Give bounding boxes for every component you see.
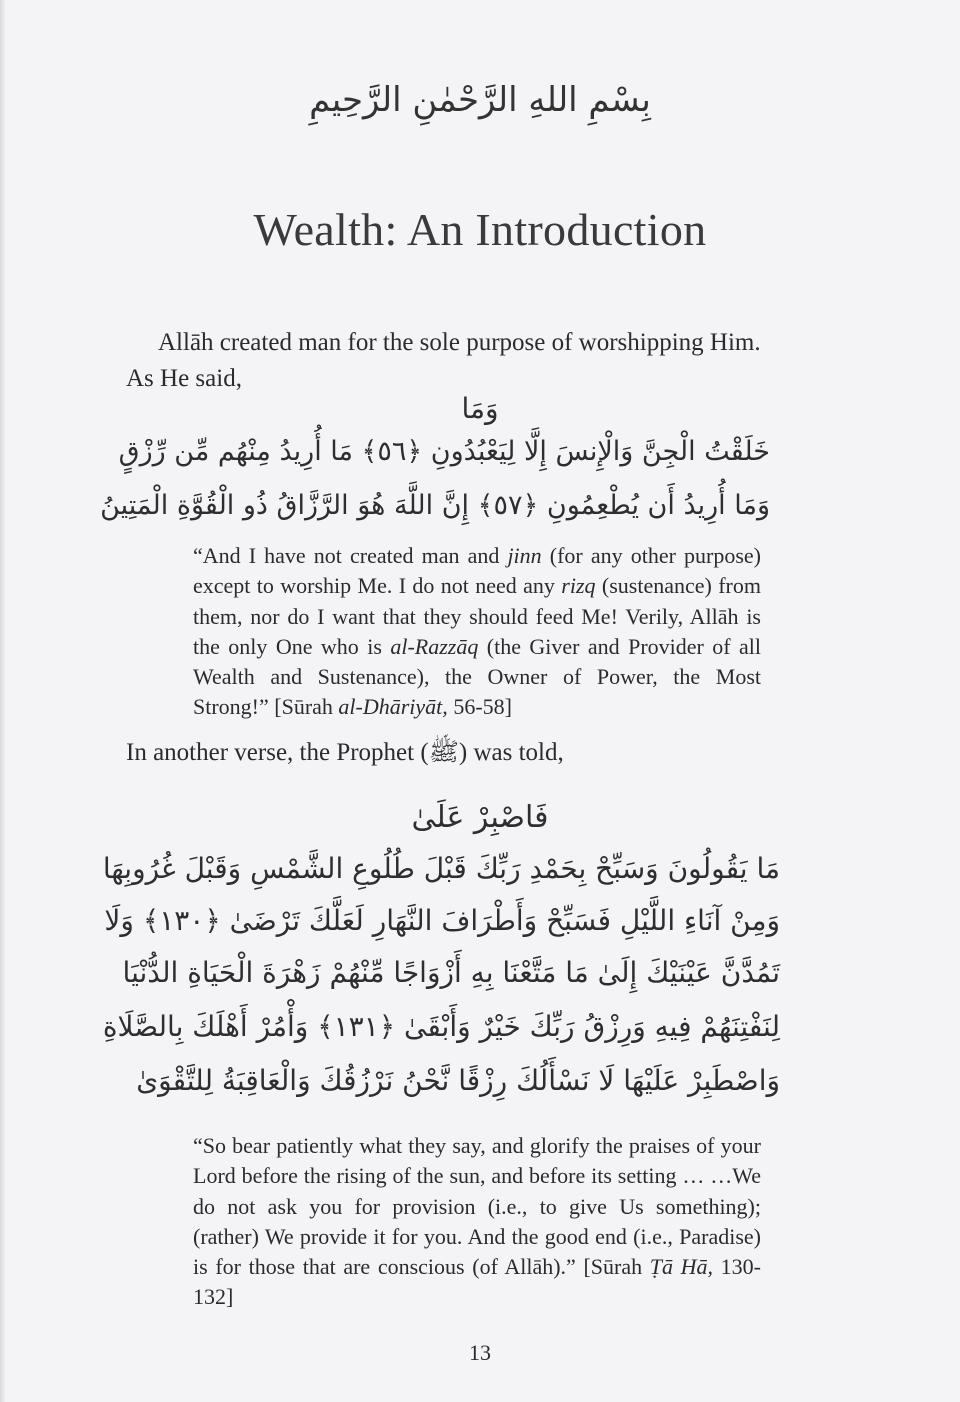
quote-2-text: “So bear patiently what they say, and glorify the praises of your Lord before the rising of the sun, and before its setting … …We do not ask you for provision (i.e., to give Us something); (rather) We provide it for you. And the good end (i.e., Paradise) is for those that are conscious (of Allāh).” [Sūrah xyxy=(193,1133,761,1280)
quote-1-italic-surah: al-Dhāriyāt, xyxy=(338,694,448,720)
quote-1-translation xyxy=(193,541,761,723)
quote-1-text: “And I have not created man and xyxy=(193,543,508,568)
page-number: 13 xyxy=(469,1340,491,1365)
quote-1-italic-rizq: rizq xyxy=(561,573,596,599)
intro-line-2: As He said, xyxy=(126,365,242,392)
verse2-line-1: مَا يَقُولُونَ وَسَبِّحْ بِحَمْدِ رَبِّكَ قَبْلَ طُلُوعِ الشَّمْسِ وَقَبْلَ غُرُوبِهَا xyxy=(102,852,780,885)
verse2-line-2: وَمِنْ آنَاءِ اللَّيْلِ فَسَبِّحْ وَأَطْرَافَ النَّهَارِ لَعَلَّكَ تَرْضَىٰ ﴿١٣٠﴾ وَلَا xyxy=(104,904,780,937)
quote-1-italic-razzaq: al-Razzāq xyxy=(390,633,479,659)
quote-2-text: 130-132] xyxy=(193,1254,762,1310)
verse1-line-1: خَلَقْتُ الْجِنَّ وَالْإِنسَ إِلَّا لِيَعْبُدُونِ ﴿٥٦﴾ مَا أُرِيدُ مِنْهُم مِّن رِّزْقٍ xyxy=(118,436,770,467)
chapter-title: Wealth: An Introduction xyxy=(253,204,707,255)
quote-1-text: (for any other purpose) except to worship Me. I do not need any xyxy=(193,543,761,599)
verse1-line-2: وَمَا أُرِيدُ أَن يُطْعِمُونِ ﴿٥٧﴾ إِنَّ اللَّهَ هُوَ الرَّزَّاقُ ذُو الْقُوَّةِ الْمَتِينُ xyxy=(100,490,770,521)
quote-2-translation xyxy=(193,1131,761,1313)
second-intro: In another verse, the Prophet (ﷺ) was told, xyxy=(126,739,564,766)
verse1-lead: وَمَا xyxy=(461,392,499,425)
quote-2-italic-surah: Ṭā Hā, xyxy=(649,1254,714,1280)
verse2-lead: فَاصْبِرْ عَلَىٰ xyxy=(411,800,549,835)
quote-1-text: (sustenance) from them, nor do I want that they should feed Me! Verily, Allāh is the only One who is xyxy=(193,573,761,659)
quote-1-text: 56-58] xyxy=(447,694,512,720)
intro-line-1: Allāh created man for the sole purpose of worshipping Him. xyxy=(158,329,761,356)
quote-1-italic-jinn: jinn xyxy=(507,543,542,568)
verse2-line-3: تَمُدَّنَّ عَيْنَيْكَ إِلَىٰ مَا مَتَّعْنَا بِهِ أَزْوَاجًا مِّنْهُمْ زَهْرَةَ الْحَيَاةِ الدُّنْيَا xyxy=(122,956,780,989)
verse2-line-4: لِنَفْتِنَهُمْ فِيهِ وَرِزْقُ رَبِّكَ خَيْرٌ وَأَبْقَىٰ ﴿١٣١﴾ وَأْمُرْ أَهْلَكَ بِالصَّلَاةِ xyxy=(102,1010,780,1043)
verse2-line-5: وَاصْطَبِرْ عَلَيْهَا لَا نَسْأَلُكَ رِزْقًا نَّحْنُ نَرْزُقُكَ وَالْعَاقِبَةُ لِلتَّقْوَىٰ xyxy=(136,1064,780,1097)
quote-1-text: (the Giver and Provider of all Wealth and Sustenance), the Owner of Power, the Most Strong!” [Sūrah xyxy=(193,633,762,720)
basmala-calligraphy: بِسْمِ اللهِ الرَّحْمٰنِ الرَّحِيمِ xyxy=(309,80,651,120)
